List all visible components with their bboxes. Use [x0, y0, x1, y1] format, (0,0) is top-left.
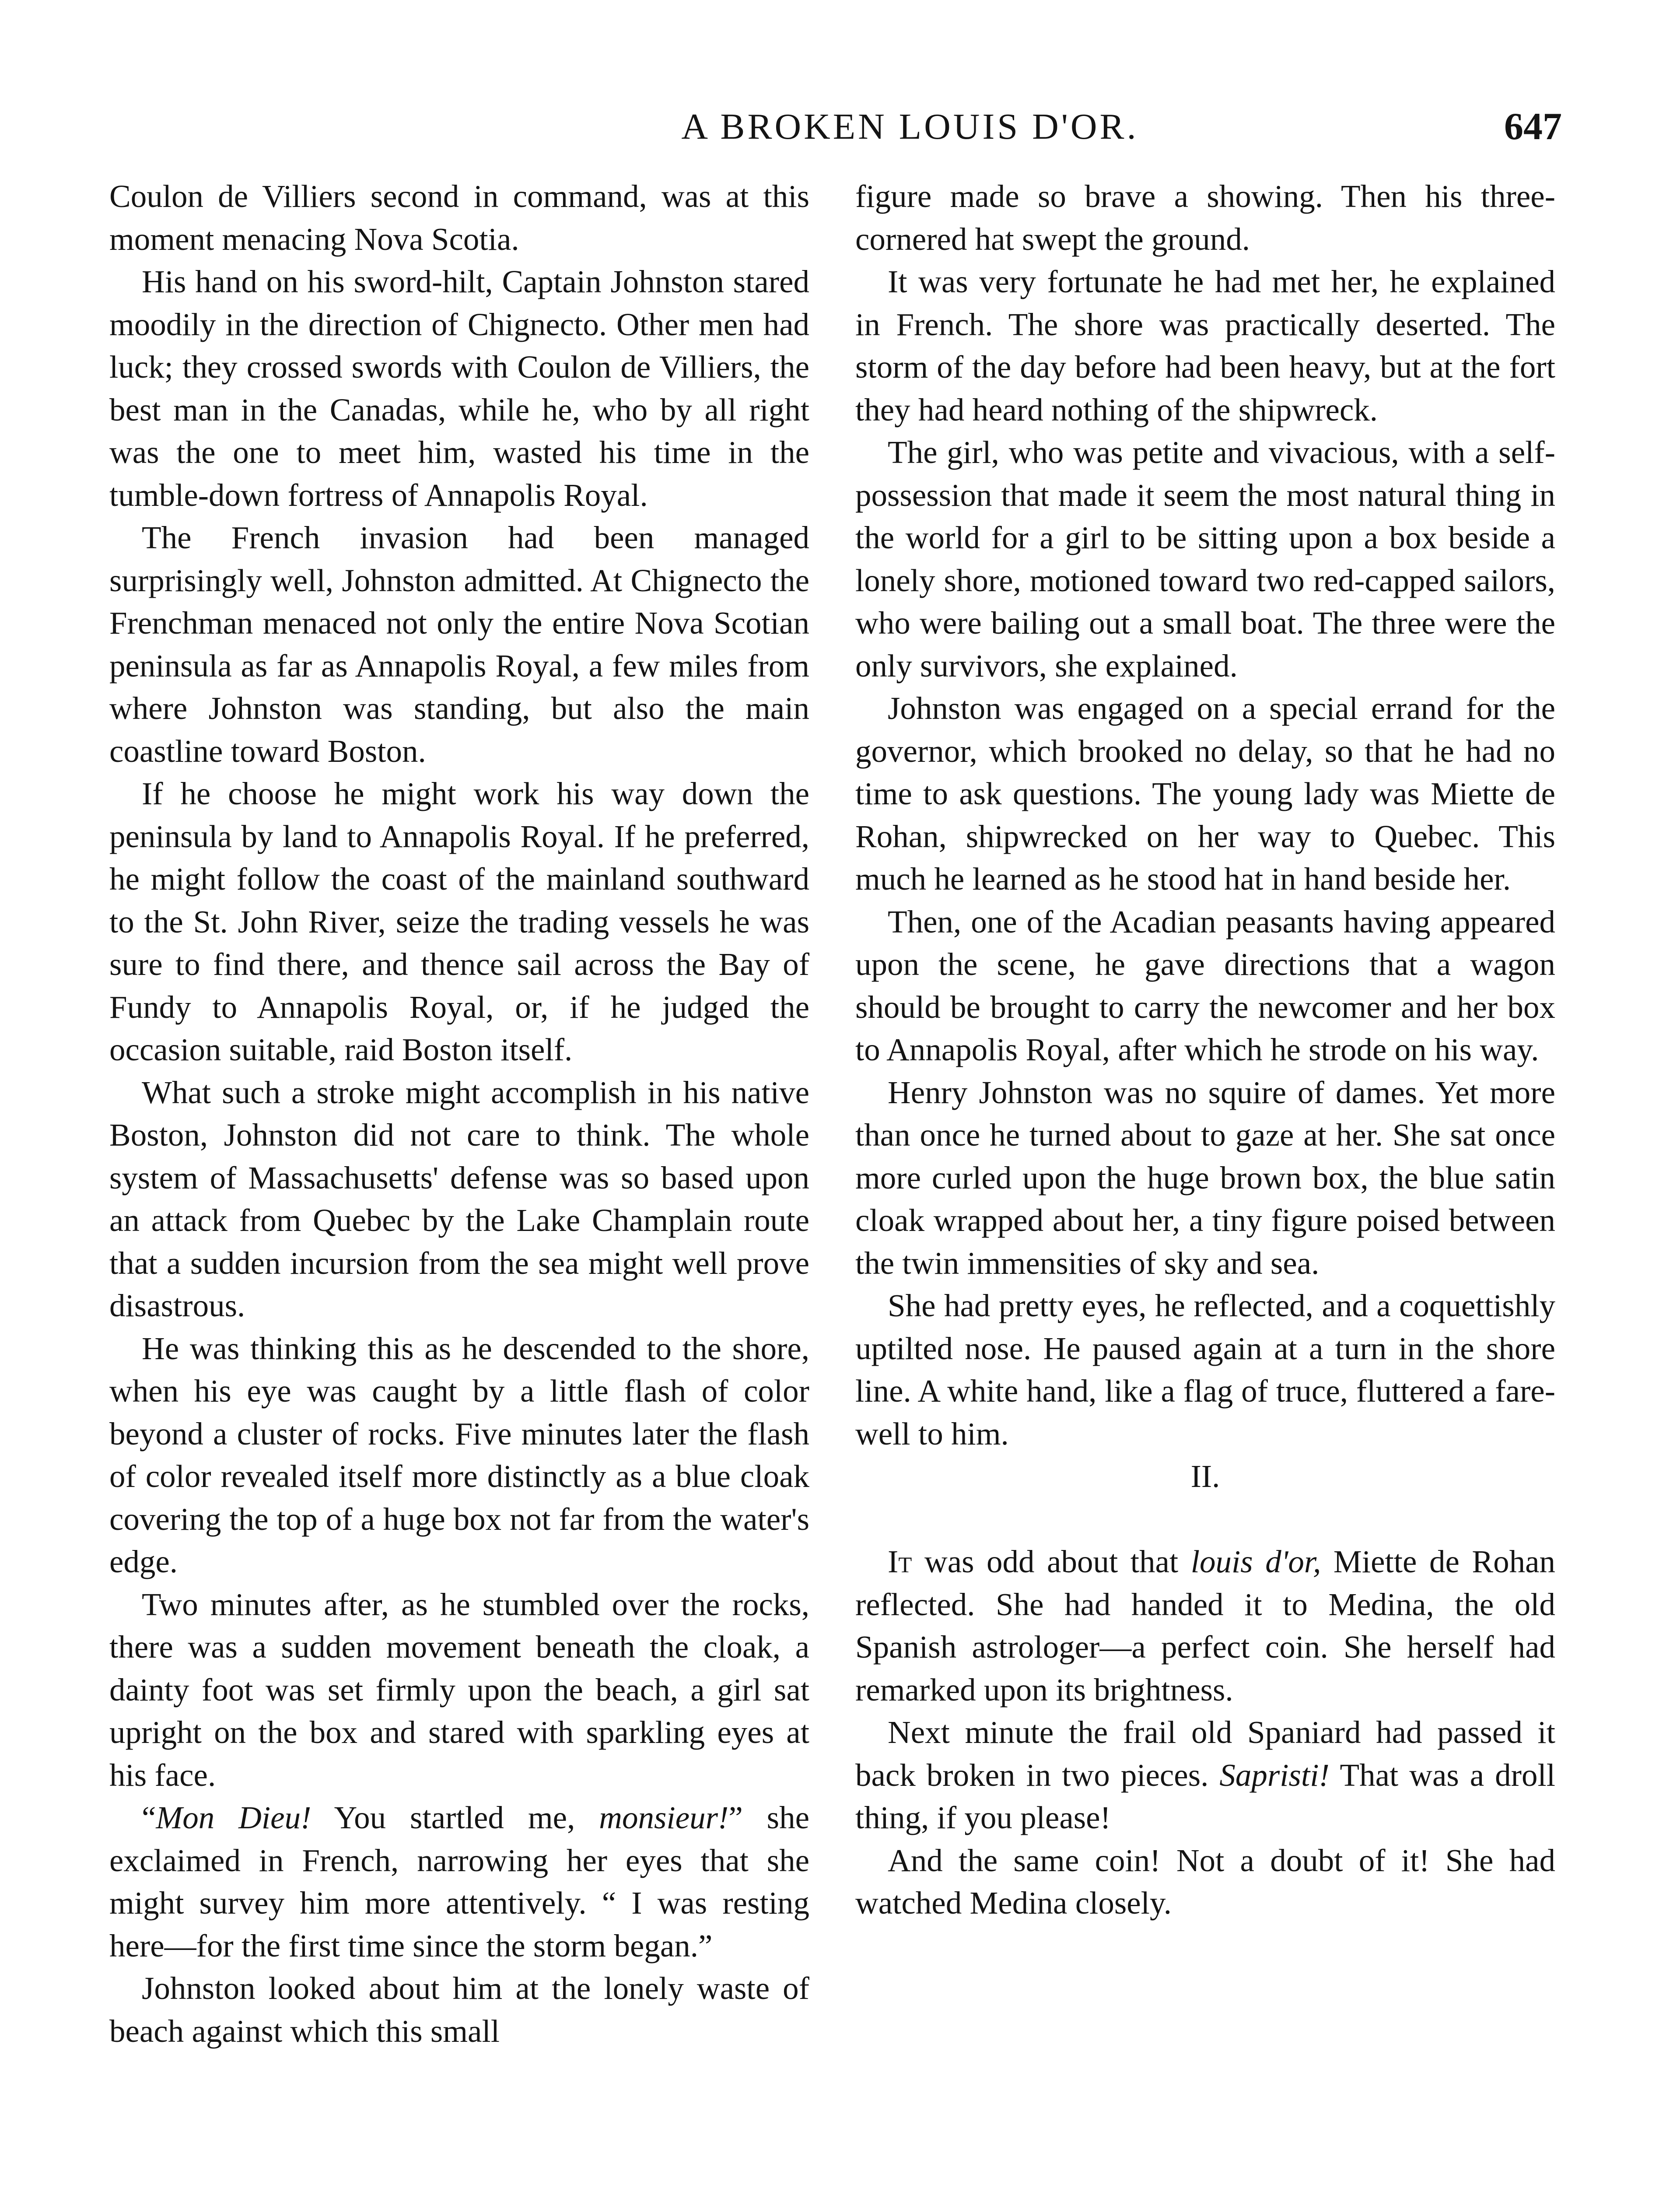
quote-open: “	[142, 1800, 156, 1835]
paragraph: What such a stroke might accomplish in his native Boston, Johnston did not care to think. The whole system of Massachusetts' defense was so based upon an attack from Quebec by the Lake Champlain route that a sudden incursion from the sea might well prove disastrous.	[109, 1074, 809, 1323]
paragraph: And the same coin! Not a doubt of it! She had watched Medina closely.	[855, 1842, 1555, 1921]
paragraph: Then, one of the Acadian peasants having appeared upon the scene, he gave directions that a wagon should be brought to carry the newcomer and her box to Annapolis Royal, after which he strode on his way.	[855, 904, 1555, 1067]
text-run: Miette de Rohan reflected. She had handed it to Medina, the old Spanish astrologer—a perfect coin. She herself had remarked upon its brightness.	[855, 1544, 1555, 1708]
paragraph: He was thinking this as he descended to the shore, when his eye was caught by a little flash of color beyond a cluster of rocks. Five minutes later the flash of color revealed itself more distinctly as a blue cloak covering the top of a huge box not far from the water's edge.	[109, 1330, 809, 1579]
left-column	[109, 175, 809, 2052]
running-title: A BROKEN LOUIS D'OR.	[681, 106, 1139, 147]
paragraph: Coulon de Villiers second in command, was at this moment menacing Nova Scotia.	[109, 179, 809, 257]
section-heading: II.	[1190, 1459, 1220, 1494]
paragraph: The girl, who was petite and vivacious, with a self-possession that made it seem the most natural thing in the world for a girl to be sitting upon a box beside a lonely shore, motioned toward two red-capped sailors, who were bailing out a small boat. The three were the only survivors, she explained.	[855, 435, 1555, 684]
text-run: That was a droll thing, if you please!	[855, 1757, 1556, 1835]
text-run: ” she exclaimed in French, narrowing her eyes that she might survey him more attentively. “ I was resting here—for the first time since the storm began.”	[109, 1800, 809, 1964]
paragraph: Johnston looked about him at the lonely waste of beach against which this small	[109, 1971, 809, 2049]
text-run: You startled me,	[311, 1800, 599, 1835]
paragraph	[855, 1540, 1555, 1711]
paragraph: Johnston was engaged on a special errand for the governor, which brooked no delay, so that he had no time to ask questions. The young lady was Miette de Rohan, shipwrecked on her way to Quebec. This much he learned as he stood hat in hand beside her.	[855, 691, 1555, 897]
text-run: Next minute the frail old Spaniard had passed it back broken in two pieces.	[855, 1715, 1555, 1793]
italic-text: Mon Dieu!	[156, 1800, 312, 1835]
italic-text: Sapristi!	[1219, 1757, 1330, 1793]
paragraph: His hand on his sword-hilt, Captain Johnston stared moodily in the direction of Chignecto. Other men had luck; they crossed swords with Coulon de Villiers, the best man in the Canadas, while he, who by all right was the one to meet him, wasted his time in the tumble-down fortress of Annapolis Royal.	[109, 264, 809, 513]
paragraph: The French invasion had been managed surprisingly well, Johnston admitted. At Chignecto the Frenchman menaced not only the entire Nova Scotian peninsula as far as Annapolis Royal, a few miles from where Johnston was standing, but also the main coastline toward Boston.	[109, 520, 809, 769]
text-run: was odd about that	[912, 1544, 1191, 1579]
paragraph	[109, 1796, 809, 1967]
italic-text: louis d'or,	[1190, 1544, 1321, 1579]
paragraph: Two minutes after, as he stumbled over the rocks, there was a sudden movement beneath the cloak, a dainty foot was set firmly upon the beach, a girl sat upright on the box and stared with sparkling eyes at his face.	[109, 1586, 809, 1793]
paragraph	[855, 1711, 1555, 1839]
paragraph: If he choose he might work his way down the peninsula by land to Annapolis Royal. If he preferred, he might follow the coast of the mainland southward to the St. John River, seize the trading vessels he was sure to find there, and thence sail across the Bay of Fundy to Annapolis Royal, or, if he judged the occasion suitable, raid Boston itself.	[109, 776, 809, 1067]
page-number: 647	[1504, 105, 1562, 148]
paragraph: figure made so brave a showing. Then his three-cornered hat swept the ground.	[855, 179, 1555, 257]
right-column	[855, 175, 1555, 1925]
page-header	[0, 101, 1680, 153]
paragraph: She had pretty eyes, he reflected, and a coquettishly uptilted nose. He paused again at a turn in the shore line. A white hand, like a flag of truce, fluttered a farewell to him.	[855, 1288, 1555, 1452]
paragraph: Henry Johnston was no squire of dames. Yet more than once he turned about to gaze at her. She sat once more curled upon the huge brown box, the blue satin cloak wrapped about her, a tiny figure poised between the twin immensities of sky and sea.	[855, 1074, 1555, 1281]
small-caps-opening: It	[888, 1544, 912, 1579]
paragraph: It was very fortunate he had met her, he explained in French. The shore was practically deserted. The storm of the day before had been heavy, but at the fort they had heard nothing of the shipwreck.	[855, 264, 1555, 428]
italic-text: monsieur!	[599, 1800, 729, 1835]
